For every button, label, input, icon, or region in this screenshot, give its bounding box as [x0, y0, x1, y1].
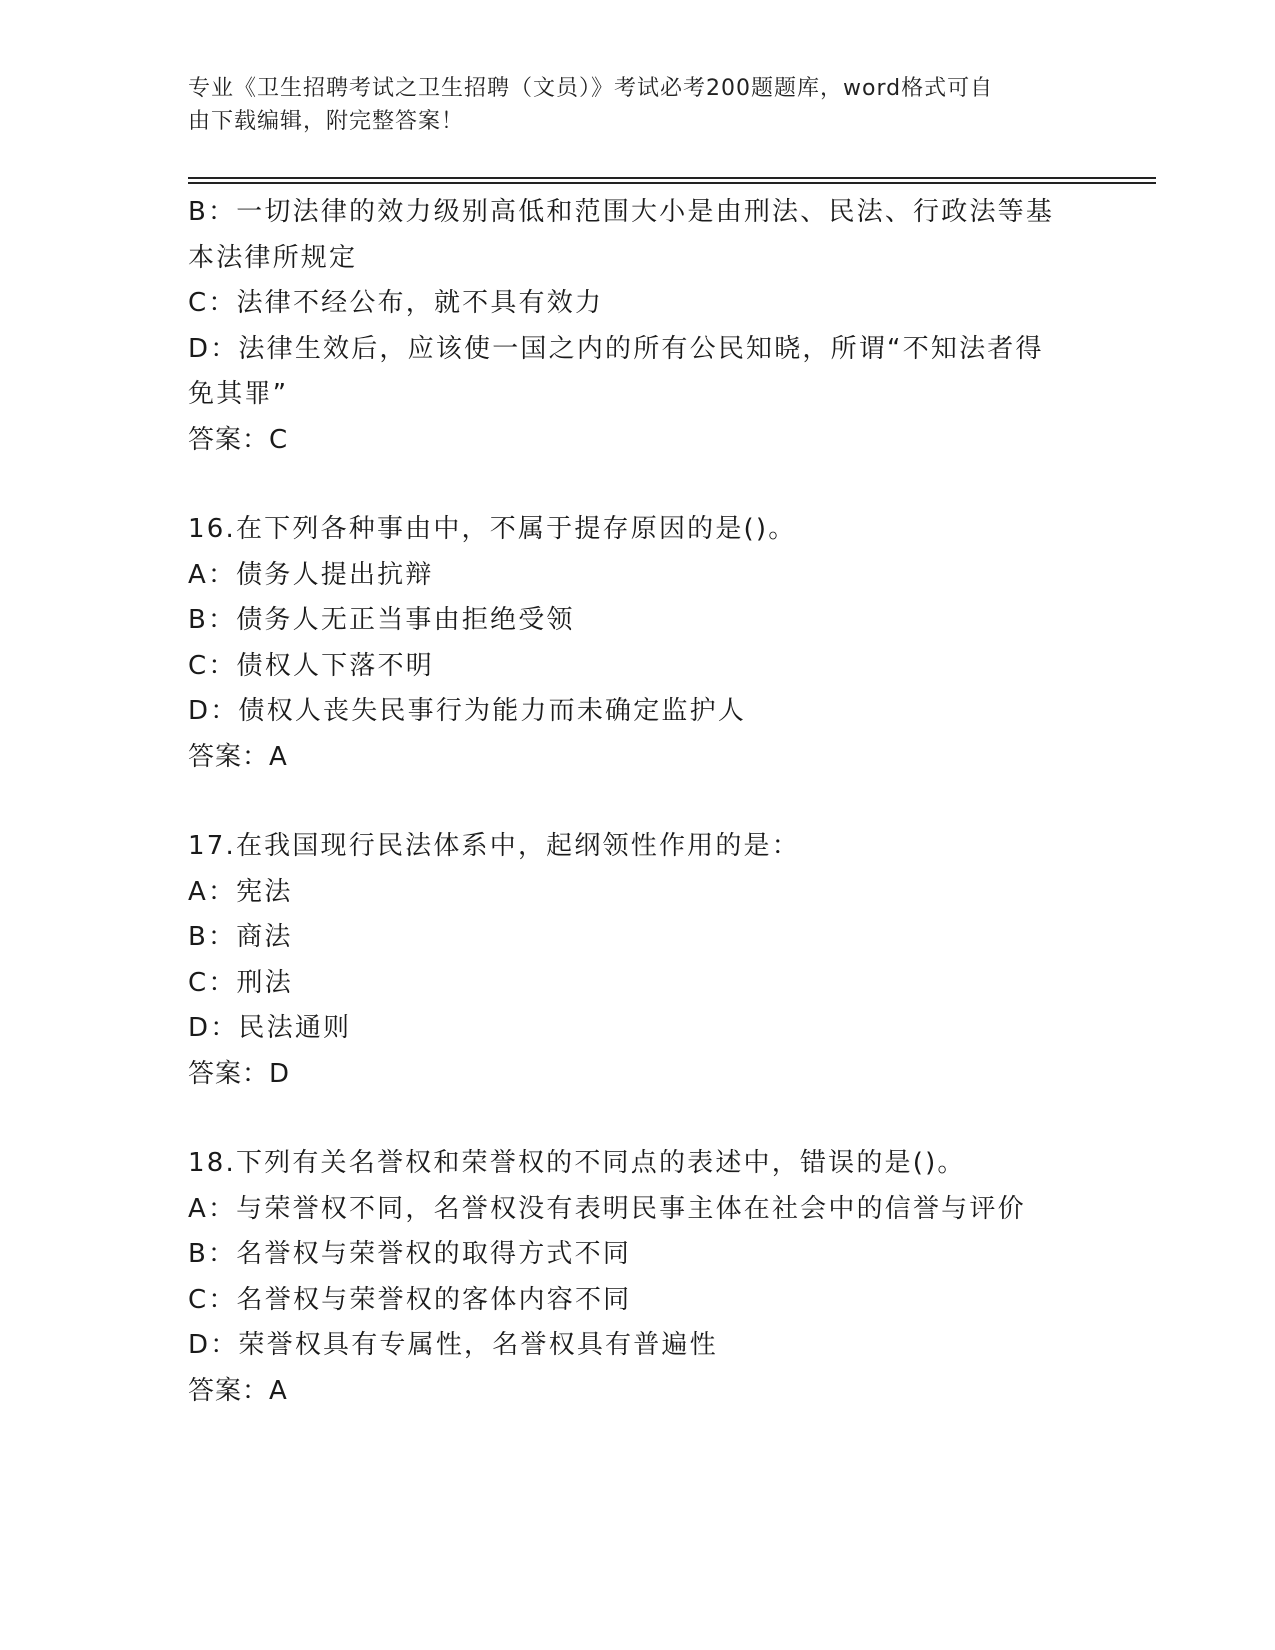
option-d: D：债权人丧失民事行为能力而未确定监护人 — [188, 696, 747, 726]
header-line-2: 由下载编辑，附完整答案！ — [188, 109, 465, 134]
question-16 — [188, 507, 1088, 780]
answer: 答案：A — [188, 1375, 288, 1406]
question-17 — [188, 824, 1088, 1097]
document-header — [188, 72, 1088, 138]
header-line-1: 专业《卫生招聘考试之卫生招聘（文员）》考试必考200题题库，word格式可自 — [188, 76, 994, 101]
question-list — [188, 190, 1088, 1414]
option-d: D：法律生效后，应该使一国之内的所有公民知晓，所谓“不知法者得 — [188, 333, 1044, 364]
option-b: B：债务人无正当事由拒绝受领 — [188, 605, 575, 635]
answer: 答案：C — [188, 424, 289, 455]
option-b-continued: 本法律所规定 — [188, 242, 358, 273]
option-c: C：债权人下落不明 — [188, 650, 434, 681]
answer: 答案：D — [188, 1058, 291, 1089]
option-a: A：宪法 — [188, 876, 293, 907]
spacer — [188, 463, 1088, 507]
option-d-continued: 免其罪” — [188, 379, 289, 409]
header-divider-top — [188, 177, 1156, 179]
question-18 — [188, 1141, 1088, 1414]
option-b: B：商法 — [188, 922, 293, 952]
spacer — [188, 780, 1088, 824]
option-c: C：刑法 — [188, 967, 293, 998]
option-c: C：法律不经公布，就不具有效力 — [188, 288, 604, 318]
question-15-continued — [188, 190, 1088, 463]
header-divider-bottom — [188, 182, 1156, 184]
option-a: A：与荣誉权不同，名誉权没有表明民事主体在社会中的信誉与评价 — [188, 1193, 1026, 1224]
question-stem: 16.在下列各种事由中，不属于提存原因的是()。 — [188, 514, 797, 544]
option-a: A：债务人提出抗辩 — [188, 559, 434, 590]
spacer — [188, 1097, 1088, 1141]
option-d: D：民法通则 — [188, 1013, 352, 1043]
question-stem: 17.在我国现行民法体系中，起纲领性作用的是： — [188, 831, 800, 861]
option-d: D：荣誉权具有专属性，名誉权具有普遍性 — [188, 1330, 718, 1360]
option-b: B：一切法律的效力级别高低和范围大小是由刑法、民法、行政法等基 — [188, 197, 1055, 227]
answer: 答案：A — [188, 741, 288, 772]
option-b: B：名誉权与荣誉权的取得方式不同 — [188, 1239, 632, 1269]
option-c: C：名誉权与荣誉权的客体内容不同 — [188, 1284, 632, 1315]
question-stem: 18.下列有关名誉权和荣誉权的不同点的表述中，错误的是()。 — [188, 1148, 966, 1178]
